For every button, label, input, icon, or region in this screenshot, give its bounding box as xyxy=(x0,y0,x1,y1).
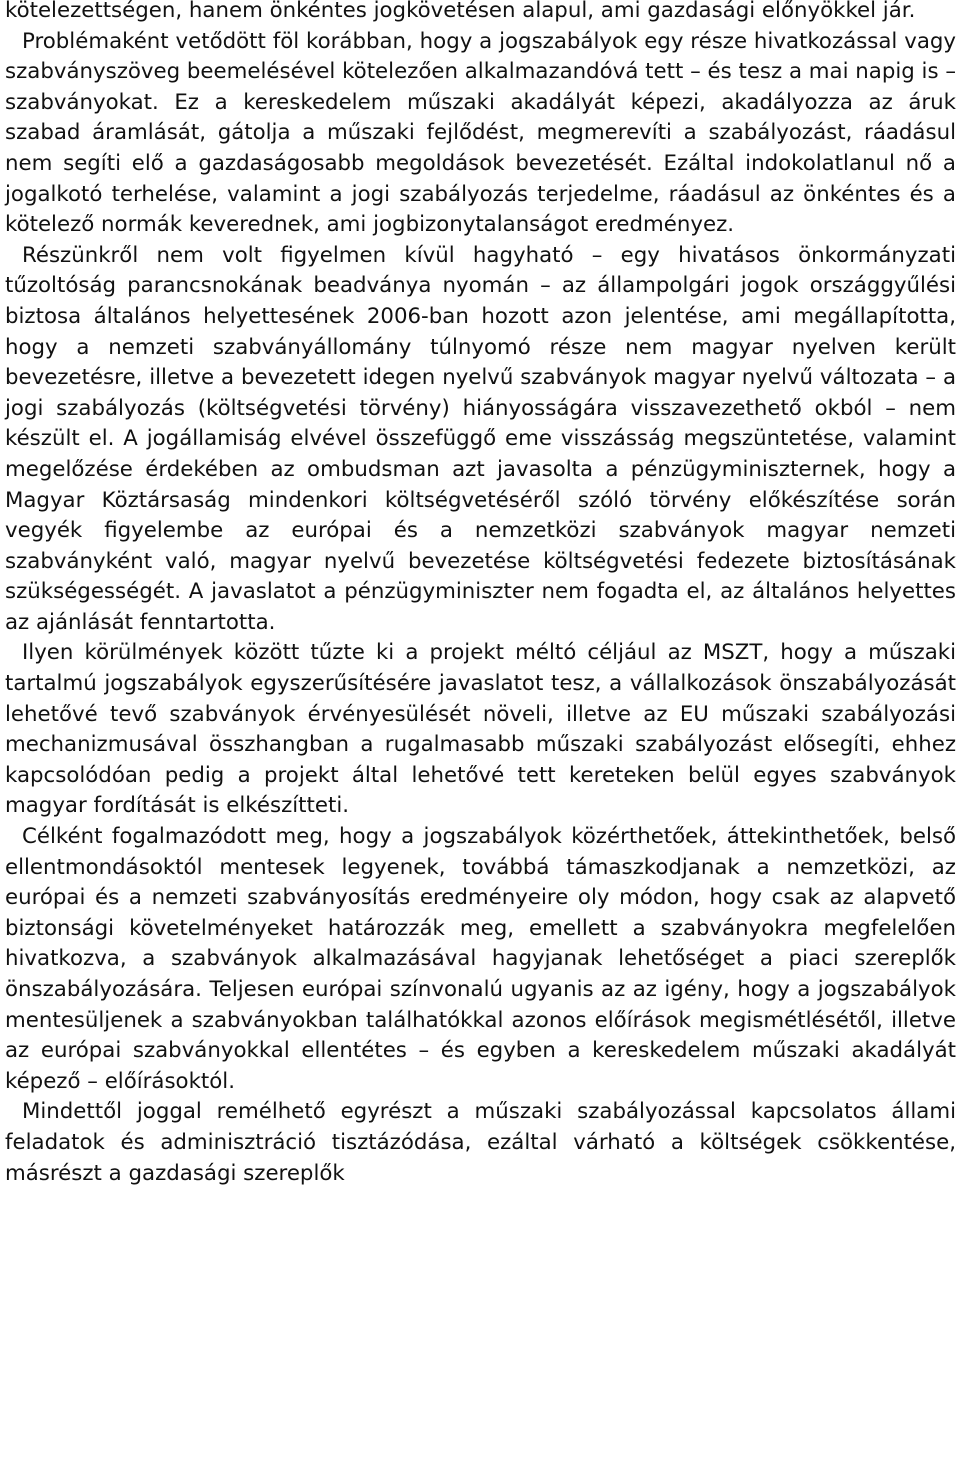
paragraph-text: Ilyen körülmények között tűzte ki a projekt méltó céljául az MSZT, hogy a műszaki tartalmú jogszabályok egyszerűsítésére javaslatot tesz, a vállalkozások önszabályozását lehetővé tevő szabványok érvényesülését növeli, illetve az EU műszaki szabályozási mechanizmusával összhangban a rugalmasabb műszaki szabályozást elősegíti, ehhez kapcsolódóan pedig a projekt által lehetővé tett kereteken belül egyes szabványok magyar fordítását is elkészítteti. xyxy=(5,640,956,819)
paragraph-6 xyxy=(5,1097,956,1189)
paragraph-5 xyxy=(5,822,956,1097)
paragraph-text: Problémaként vetődött föl korábban, hogy a jogszabályok egy része hivatkozással vagy szabványszöveg beemelésével kötelezően alkalmazandóvá tett – és tesz a mai napig is – szabványokat. Ez a kereskedelem műszaki akadályát képezi, akadályozza az áruk szabad áramlását, gátolja a műszaki fejlődést, megmerevíti a szabályozást, ráadásul nem segíti elő a gazdaságosabb megoldások bevezetését. Ezáltal indokolatlanul nő a jogalkotó terhelése, valamint a jogi szabályozás terjedelme, ráadásul az önkéntes és a kötelező normák keverednek, ami jogbizonytalanságot eredményez. xyxy=(5,28,956,238)
paragraph-text: Részünkről nem volt figyelmen kívül hagyható – egy hivatásos önkormányzati tűzoltóság parancsnokának beadványa nyomán – az állampolgári jogok országgyűlési biztosa általános helyettesének 2006-ban hozott azon jelentése, ami megállapította, hogy a nemzeti szabványállomány túlnyomó része nem magyar nyelven került bevezetésre, illetve a bevezetett idegen nyelvű szabványok magyar nyelvű változata – a jogi szabályozás (költségvetési törvény) hiányosságára visszavezethető okból – nem készült el. A jogállamiság elvével összefüggő eme visszásság megszüntetése, valamint megelőzése érdekében az ombudsman azt javasolta a pénzügyminiszternek, hogy a Magyar Köztársaság mindenkori költségvetéséről szóló törvény előkészítése során vegyék figyelembe az európai és a nemzetközi szabványok magyar nemzeti szabványként való, magyar nyelvű bevezetése költségvetési fedezete biztosításának szükségességét. A javaslatot a pénzügyminiszter nem fogadta el, az általános helyettes az ajánlását fenntartotta. xyxy=(5,242,956,635)
paragraph-text: kötelezettségen, hanem önkéntes jogkövetésen alapul, ami gazdasági előnyökkel jár. xyxy=(5,0,916,23)
paragraph-3 xyxy=(5,241,956,639)
paragraph-4 xyxy=(5,638,956,822)
paragraph-1 xyxy=(5,0,956,27)
paragraph-text: Mindettől joggal remélhető egyrészt a műszaki szabályozással kapcsolatos állami feladatok és adminisztráció tisztázódása, ezáltal várható a költségek csökkentése, másrészt a gazdasági szereplők xyxy=(5,1099,956,1186)
paragraph-2 xyxy=(5,27,956,241)
paragraph-text: Célként fogalmazódott meg, hogy a jogszabályok közérthetőek, áttekinthetőek, belső ellentmondásoktól mentesek legyenek, továbbá támaszkodjanak a nemzetközi, az európai és a nemzeti szabványosítás eredményeire oly módon, hogy csak az alapvető biztonsági követelményeket határozzák meg, emellett a szabványokra megfelelően hivatkozva, a szabványok alkalmazásával hagyjanak lehetőséget a piaci szereplők önszabályozására. Teljesen európai színvonalú ugyanis az az igény, hogy a jogszabályok mentesüljenek a szabványokban találhatókkal azonos előírások megismétlésétől, illetve az európai szabványokkal ellentétes – és egyben a kereskedelem műszaki akadályát képező – előírásoktól. xyxy=(5,824,956,1094)
